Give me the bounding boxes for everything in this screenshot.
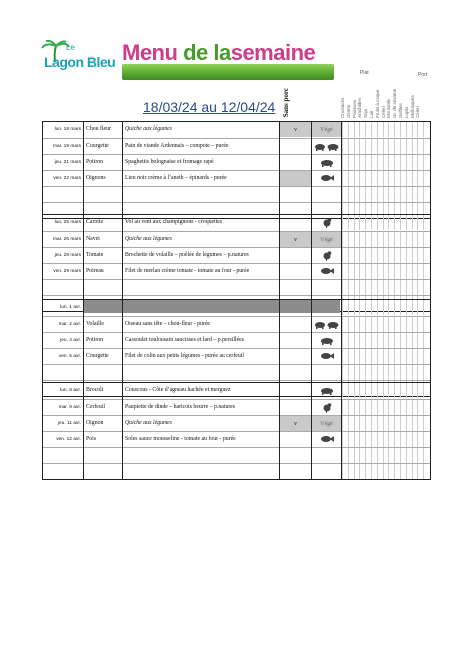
allergen-cell bbox=[423, 280, 429, 295]
allergen-cells bbox=[342, 280, 430, 295]
day-label: jeu. 28 mars bbox=[54, 253, 81, 258]
allergen-label: Lupin bbox=[403, 106, 409, 118]
sans-porc-cell bbox=[280, 264, 311, 279]
icon-cell bbox=[312, 139, 341, 154]
allergen-cells bbox=[342, 464, 430, 479]
allergen-headers bbox=[340, 86, 421, 118]
day-label: lun. 25 mars bbox=[54, 220, 81, 225]
title-menu: Menu bbox=[122, 40, 184, 65]
allergen-cells bbox=[342, 432, 430, 447]
column-divider bbox=[341, 215, 342, 311]
dish-cell: Quiche aux légumes bbox=[125, 126, 173, 132]
icon-cell bbox=[312, 464, 341, 479]
column-divider bbox=[341, 383, 342, 479]
allergen-cell bbox=[423, 333, 429, 348]
starter-cell: Poireau bbox=[86, 268, 104, 274]
sans-porc-cell bbox=[280, 448, 311, 463]
fish-icon bbox=[320, 435, 334, 443]
allergen-label: Céleri bbox=[415, 106, 421, 118]
sans-porc-cell bbox=[280, 139, 311, 154]
title-semaine: semaine bbox=[230, 40, 316, 65]
plat-header: Plat bbox=[360, 70, 369, 76]
sans-porc-cell bbox=[280, 215, 311, 230]
allergen-label: Soja bbox=[363, 108, 369, 118]
day-label: lun. 8 avr. bbox=[60, 388, 81, 393]
table-row bbox=[43, 300, 430, 315]
column-divider bbox=[83, 215, 84, 311]
allergen-cells bbox=[342, 264, 430, 279]
allergen-cell bbox=[423, 317, 429, 332]
allergen-cell bbox=[423, 215, 429, 230]
starter-cell bbox=[84, 464, 122, 479]
column-divider bbox=[279, 215, 280, 311]
week-block bbox=[42, 121, 431, 219]
day-label: mar. 19 mars bbox=[53, 144, 81, 149]
sans-porc-cell bbox=[280, 383, 311, 398]
starter-cell: Cerfeuil bbox=[86, 404, 105, 410]
allergen-label: Crustacés bbox=[340, 97, 345, 118]
cow-icon bbox=[320, 386, 334, 395]
starter-cell: Potiron bbox=[86, 337, 104, 343]
icon-cell bbox=[312, 248, 341, 263]
day-label: ven. 5 avr. bbox=[58, 354, 81, 359]
dish-cell bbox=[123, 365, 279, 380]
dish-cell: Quiche aux légumes bbox=[125, 420, 173, 426]
allergen-cells bbox=[342, 300, 430, 315]
allergen-label: Lait bbox=[368, 110, 374, 118]
day-label: jeu. 4 avr. bbox=[60, 338, 81, 343]
starter-cell: Chou fleur bbox=[86, 126, 111, 132]
fish-icon bbox=[320, 267, 334, 275]
allergen-cells bbox=[342, 333, 430, 348]
day-label: jeu. 21 mars bbox=[54, 160, 81, 165]
icon-cell: Végé bbox=[312, 416, 341, 431]
day-label bbox=[43, 280, 83, 295]
allergen-cell bbox=[423, 349, 429, 364]
week-block bbox=[42, 382, 431, 480]
allergen-cells bbox=[342, 416, 430, 431]
column-divider bbox=[122, 383, 123, 479]
allergen-cell bbox=[423, 187, 429, 202]
day-label bbox=[43, 365, 83, 380]
allergen-cell bbox=[423, 232, 429, 247]
starter-cell bbox=[84, 365, 122, 380]
starter-cell: Carotte bbox=[86, 219, 104, 225]
pig-cow-icon bbox=[314, 320, 340, 329]
day-label: ven. 22 mars bbox=[53, 176, 81, 181]
dish-cell: Pain de viande Ardennais – compote – purée bbox=[125, 143, 229, 149]
date-range: 18/03/24 au 12/04/24 bbox=[143, 99, 276, 115]
table-row bbox=[43, 316, 430, 332]
logo bbox=[40, 40, 120, 80]
sans-porc-cell bbox=[280, 248, 311, 263]
allergen-label: Sulfites bbox=[397, 103, 403, 118]
allergen-label: Gluten bbox=[345, 104, 351, 118]
column-divider bbox=[311, 215, 312, 311]
table-row bbox=[43, 263, 430, 279]
dish-cell: Oiseau sans tête – chou-fleur - purée bbox=[125, 321, 210, 327]
table-row bbox=[43, 215, 430, 230]
starter-cell: Oignon bbox=[86, 420, 104, 426]
allergen-cells bbox=[342, 248, 430, 263]
starter-cell bbox=[84, 280, 122, 295]
dish-cell: Paupiette de dinde – haricots beurre – p.natures bbox=[125, 404, 236, 410]
allergen-cells bbox=[342, 155, 430, 170]
day-label: lun. 18 mars bbox=[54, 127, 81, 132]
allergen-label: Arachides bbox=[357, 97, 363, 118]
allergen-cells bbox=[342, 232, 430, 247]
day-label: mar. 9 avr. bbox=[58, 405, 81, 410]
allergen-cell bbox=[423, 264, 429, 279]
dish-cell bbox=[123, 187, 279, 202]
fish-icon bbox=[320, 174, 334, 182]
sans-porc-cell bbox=[280, 187, 311, 202]
column-divider bbox=[122, 122, 123, 218]
allergen-cell bbox=[423, 300, 429, 315]
allergen-cell bbox=[423, 464, 429, 479]
allergen-cells bbox=[342, 365, 430, 380]
week-block bbox=[42, 214, 431, 312]
sans-porc-cell: v bbox=[280, 122, 311, 137]
banner bbox=[122, 40, 334, 80]
dish-cell: Couscous - Côte d’agneau hachée et merguez bbox=[125, 387, 231, 393]
allergen-cells bbox=[342, 383, 430, 398]
dish-cell bbox=[123, 448, 279, 463]
dish-cell: Quiche aux légumes bbox=[125, 236, 173, 242]
day-label: jeu. 11 avr. bbox=[57, 421, 81, 426]
dish-cell bbox=[123, 280, 279, 295]
table-row bbox=[43, 279, 430, 295]
table-row bbox=[43, 186, 430, 202]
column-divider bbox=[279, 383, 280, 479]
sans-porc-header: Sans porc bbox=[282, 88, 290, 118]
allergen-cells bbox=[342, 122, 430, 137]
chicken-icon bbox=[322, 403, 332, 413]
table-row bbox=[43, 122, 430, 137]
banner-title bbox=[122, 40, 315, 66]
icon-cell bbox=[312, 383, 341, 398]
table-row bbox=[43, 399, 430, 415]
table-row bbox=[43, 247, 430, 263]
table-row bbox=[43, 431, 430, 447]
chicken-icon bbox=[322, 251, 332, 261]
sans-porc-cell bbox=[280, 171, 311, 186]
allergen-cell bbox=[423, 122, 429, 137]
icon-cell bbox=[312, 264, 341, 279]
column-divider bbox=[122, 215, 123, 311]
title-dela: de la bbox=[183, 40, 231, 65]
day-label: mar. 26 mars bbox=[53, 237, 81, 242]
sans-porc-cell bbox=[280, 317, 311, 332]
day-label bbox=[43, 448, 83, 463]
allergen-label: Fruits à coque bbox=[374, 89, 380, 118]
logo-name: Lagon Bleu bbox=[44, 54, 116, 70]
allergen-cells bbox=[342, 171, 430, 186]
icon-cell bbox=[312, 280, 341, 295]
dish-cell: Vol au vent aux champignons - croquettes bbox=[125, 219, 223, 225]
icon-cell bbox=[312, 333, 341, 348]
allergen-cell bbox=[423, 383, 429, 398]
starter-cell: Navet bbox=[86, 236, 100, 242]
icon-cell bbox=[312, 187, 341, 202]
column-divider bbox=[279, 122, 280, 218]
sans-porc-cell bbox=[280, 365, 311, 380]
allergen-cells bbox=[342, 317, 430, 332]
dish-cell: Spaghettis bolognaise et fromage rapé bbox=[125, 159, 214, 165]
starter-cell: Courgette bbox=[86, 143, 109, 149]
dish-cell: Soles sauce mousseline - tomate au four - purée bbox=[125, 436, 236, 442]
allergen-cell bbox=[423, 171, 429, 186]
dish-cell: Cassoulet toulousain saucisses et lard – p.persillées bbox=[125, 337, 244, 343]
table-row bbox=[43, 447, 430, 463]
column-divider bbox=[311, 383, 312, 479]
day-label bbox=[43, 187, 83, 202]
allergen-cell bbox=[423, 400, 429, 415]
icon-cell bbox=[312, 155, 341, 170]
dish-cell: Filet de merlan crème tomate - tomate au four - purée bbox=[125, 268, 250, 274]
icon-cell bbox=[312, 365, 341, 380]
column-divider bbox=[83, 122, 84, 218]
icon-cell bbox=[312, 215, 341, 230]
table-row bbox=[43, 383, 430, 398]
sans-porc-cell bbox=[280, 432, 311, 447]
starter-cell: Tomate bbox=[86, 252, 104, 258]
starter-cell bbox=[84, 187, 122, 202]
table-row bbox=[43, 170, 430, 186]
chicken-icon bbox=[322, 218, 332, 228]
fish-icon bbox=[320, 352, 334, 360]
allergen-cell bbox=[423, 139, 429, 154]
sans-porc-cell bbox=[280, 280, 311, 295]
sans-porc-cell: v bbox=[280, 232, 311, 247]
allergen-label: Céleri bbox=[380, 106, 386, 118]
day-label: ven. 29 mars bbox=[53, 269, 81, 274]
icon-cell bbox=[312, 448, 341, 463]
icon-cell: Végé bbox=[312, 232, 341, 247]
dish-cell bbox=[123, 464, 279, 479]
table-row bbox=[43, 463, 430, 479]
sans-porc-cell bbox=[280, 155, 311, 170]
logo-le: Le bbox=[66, 43, 75, 52]
port-header: Port bbox=[418, 72, 428, 78]
column-divider bbox=[341, 122, 342, 218]
table-row bbox=[43, 348, 430, 364]
pig-cow-icon bbox=[314, 142, 340, 151]
day-label bbox=[43, 464, 83, 479]
icon-cell bbox=[312, 317, 341, 332]
allergen-label: Mollusques bbox=[409, 95, 415, 118]
table-row bbox=[43, 138, 430, 154]
column-divider bbox=[311, 122, 312, 218]
allergen-cells bbox=[342, 139, 430, 154]
table-row bbox=[43, 332, 430, 348]
allergen-label: Gr. de sésame bbox=[392, 88, 398, 118]
sans-porc-cell bbox=[280, 400, 311, 415]
grass-strip bbox=[122, 64, 334, 80]
table-row bbox=[43, 415, 430, 431]
day-label: mar. 2 avr. bbox=[58, 322, 81, 327]
day-label: ven. 12 avr. bbox=[56, 437, 81, 442]
icon-cell bbox=[312, 400, 341, 415]
allergen-cell bbox=[423, 448, 429, 463]
sans-porc-cell: v bbox=[280, 416, 311, 431]
day-label: lun. 1 avr. bbox=[60, 305, 81, 310]
allergen-cell bbox=[423, 365, 429, 380]
starter-cell bbox=[84, 448, 122, 463]
allergen-cell bbox=[423, 416, 429, 431]
starter-cell: Potiron bbox=[86, 159, 104, 165]
table-row bbox=[43, 231, 430, 247]
allergen-cell bbox=[423, 432, 429, 447]
column-divider bbox=[83, 383, 84, 479]
allergen-cells bbox=[342, 215, 430, 230]
starter-cell: Oignons bbox=[86, 175, 106, 181]
allergen-cell bbox=[423, 155, 429, 170]
dish-cell: Filet de colin aux petits légumes - purée au cerfeuil bbox=[125, 353, 244, 359]
starter-cell: Brocoli bbox=[86, 387, 104, 393]
starter-cell: Volaille bbox=[86, 321, 104, 327]
allergen-label: Poissons bbox=[351, 99, 357, 118]
allergen-label: Moutarde bbox=[386, 98, 392, 118]
table-row bbox=[43, 364, 430, 380]
allergen-cells bbox=[342, 187, 430, 202]
allergen-cells bbox=[342, 349, 430, 364]
starter-cell: Courgette bbox=[86, 353, 109, 359]
table-row bbox=[43, 154, 430, 170]
allergen-cell bbox=[423, 248, 429, 263]
icon-cell bbox=[312, 171, 341, 186]
cow-icon bbox=[320, 336, 334, 345]
allergen-cells bbox=[342, 400, 430, 415]
icon-cell bbox=[312, 432, 341, 447]
sans-porc-cell bbox=[280, 349, 311, 364]
sans-porc-cell bbox=[280, 333, 311, 348]
allergen-cells bbox=[342, 448, 430, 463]
cow-icon bbox=[320, 158, 334, 167]
icon-cell bbox=[312, 349, 341, 364]
dish-cell: Brochette de volaille – poêlée de légumes – p.natures bbox=[125, 252, 249, 258]
dish-cell: Lieu noir crème à l’aneth – épinards - purée bbox=[125, 175, 227, 181]
sans-porc-cell bbox=[280, 464, 311, 479]
starter-cell: Pois bbox=[86, 436, 96, 442]
icon-cell: Végé bbox=[312, 122, 341, 137]
